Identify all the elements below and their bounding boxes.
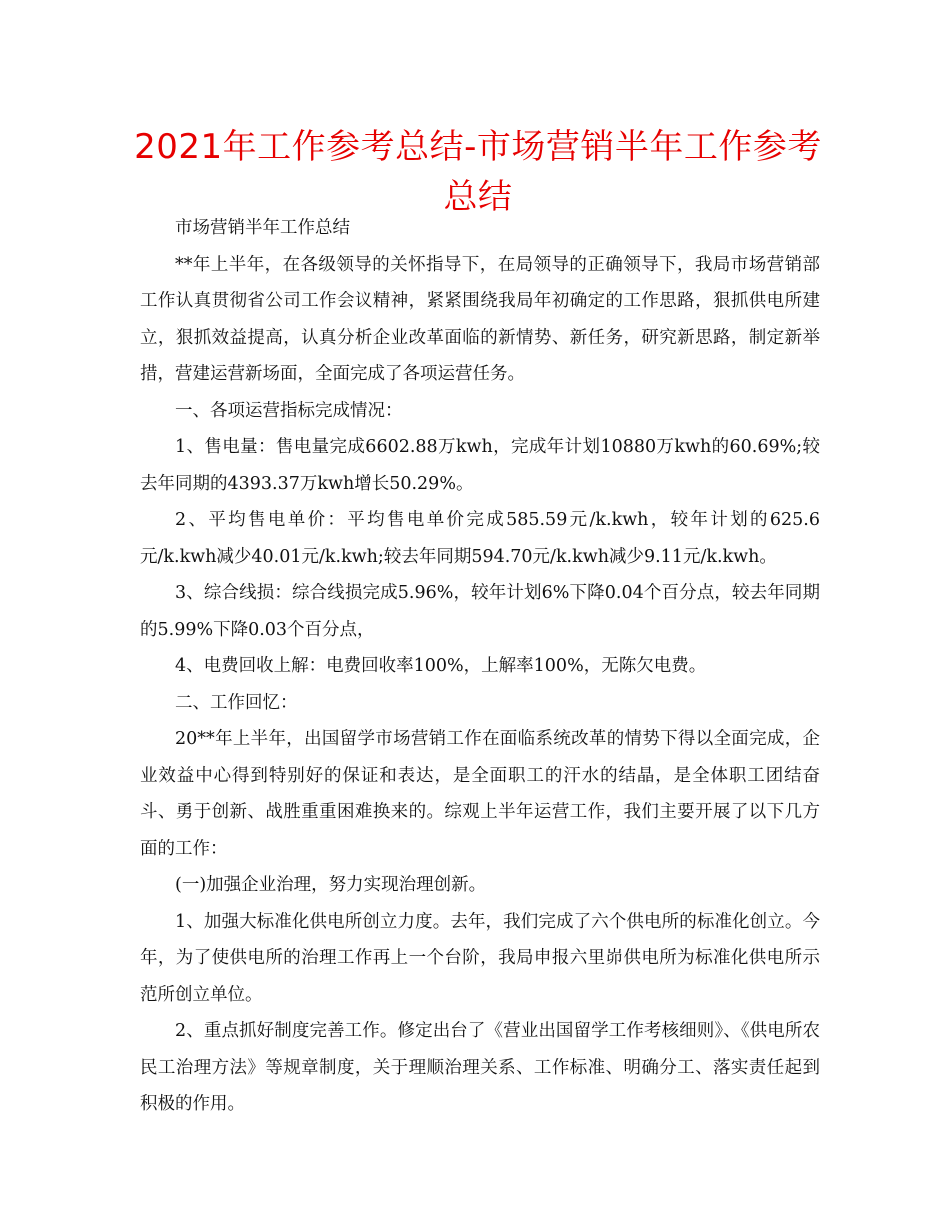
subsection-heading-management: (一)加强企业治理，努力实现治理创新。 <box>175 875 487 895</box>
management-item-2: 2、重点抓好制度完善工作。修定出台了《营业出国留学工作考核细则》、《供电所农民工治理方法》等规章制度，关于理顺治理关系、工作标准、明确分工、落实责任起到积极的作用。 <box>140 1021 820 1114</box>
section-heading-indicators: 一、各项运营指标完成情况： <box>175 400 403 421</box>
indicator-line-loss: 3、综合线损：综合线损完成5.96%，较年计划6%下降0.04个百分点，较去年同期的5.99%下降0.03个百分点， <box>140 583 820 640</box>
document-title: 2021年工作参考总结-市场营销半年工作参考总结 <box>134 127 822 217</box>
document-body <box>140 210 820 1123</box>
subtitle-paragraph: 市场营销半年工作总结 <box>175 218 350 238</box>
section-heading-review: 二、工作回忆： <box>175 692 298 713</box>
indicator-unit-price: 2、平均售电单价：平均售电单价完成585.59元/k.kwh，较年计划的625.6元/k.kwh减少40.01元/k.kwh;较去年同期594.70元/k.kwh减少9.11元/k.kwh。 <box>140 510 820 567</box>
indicator-fee-recovery: 4、电费回收上解：电费回收率100%，上解率100%，无陈欠电费。 <box>175 656 707 676</box>
management-item-1: 1、加强大标准化供电所创立力度。去年，我们完成了六个供电所的标准化创立。今年，为了使供电所的治理工作再上一个台阶，我局申报六里峁供电所为标准化供电所示范所创立单位。 <box>140 911 820 1005</box>
review-paragraph: 20**年上半年，出国留学市场营销工作在面临系统改革的情势下得以全面完成，企业效益中心得到特别好的保证和表达，是全面职工的汗水的结晶，是全体职工团结奋斗、勇于创新、战胜重重困难换来的。综观上半年运营工作，我们主要开展了以下几方面的工作： <box>140 729 820 859</box>
indicator-sales-volume: 1、售电量：售电量完成6602.88万kwh，完成年计划10880万kwh的60.69%;较去年同期的4393.37万kwh增长50.29%。 <box>140 437 820 494</box>
intro-paragraph: **年上半年，在各级领导的关怀指导下，在局领导的正确领导下，我局市场营销部工作认真贯彻省公司工作会议精神，紧紧围绕我局年初确定的工作思路，狠抓供电所建立，狠抓效益提高，认真分析企业改革面临的新情势、新任务，研究新思路，制定新举措，营建运营新场面，全面完成了各项运营任务。 <box>140 254 820 384</box>
